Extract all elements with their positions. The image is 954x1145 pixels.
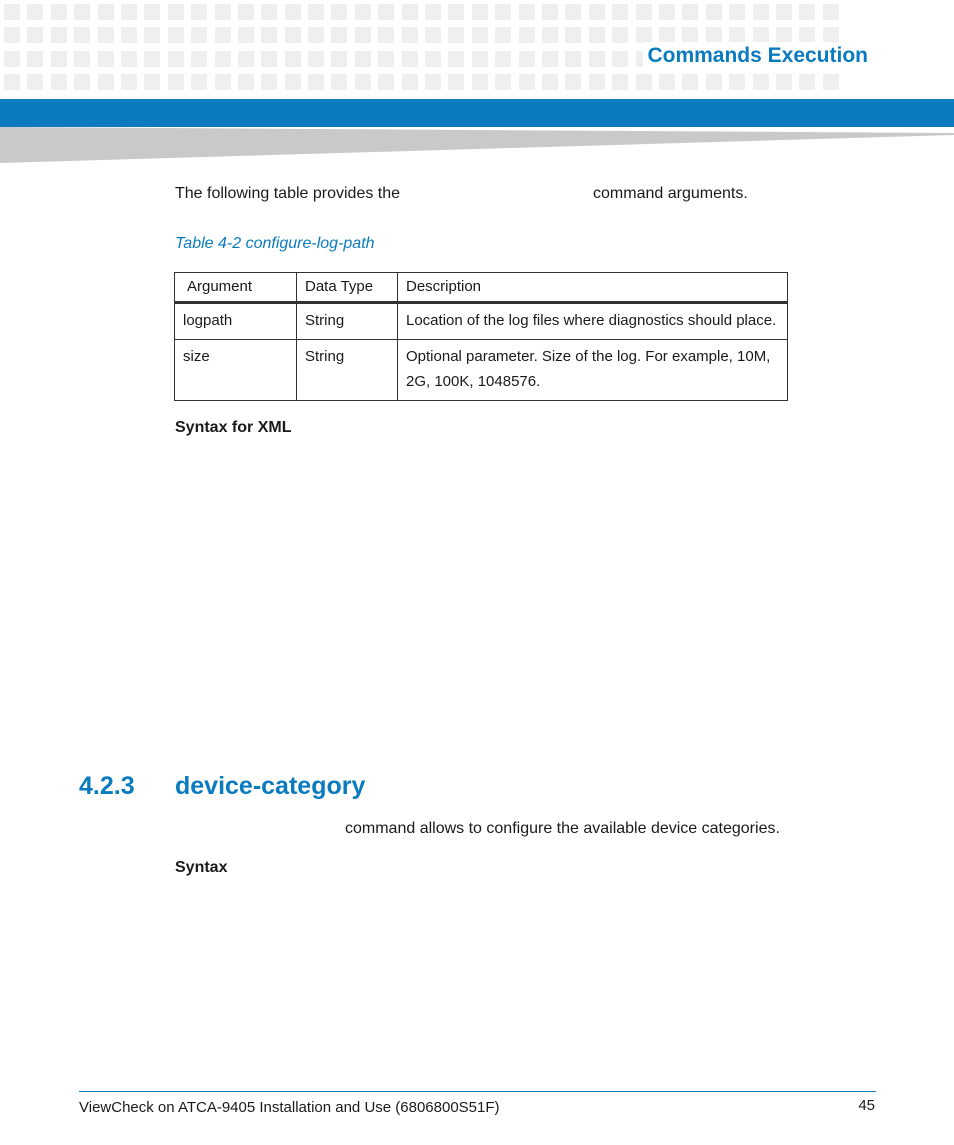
decor-square <box>74 74 90 90</box>
decor-square <box>612 27 628 43</box>
decor-square <box>542 4 558 20</box>
decor-square <box>308 27 324 43</box>
decor-square <box>682 27 698 43</box>
decor-square <box>51 4 67 20</box>
decor-square <box>191 51 207 67</box>
decor-square <box>98 27 114 43</box>
decor-square <box>261 27 277 43</box>
decor-square <box>121 4 137 20</box>
table-cell: logpath <box>175 303 297 340</box>
decor-square <box>308 51 324 67</box>
decor-square <box>495 27 511 43</box>
decor-square <box>27 74 43 90</box>
decor-square <box>74 51 90 67</box>
decor-square <box>191 4 207 20</box>
decor-square <box>308 4 324 20</box>
decor-square <box>799 74 815 90</box>
decor-square <box>355 4 371 20</box>
table-cell: String <box>297 303 398 340</box>
table-cell: size <box>175 340 297 401</box>
decor-square <box>706 27 722 43</box>
decor-square <box>542 51 558 67</box>
decor-square <box>51 74 67 90</box>
decor-square <box>74 4 90 20</box>
decor-square <box>472 74 488 90</box>
table-caption: Table 4-2 configure-log-path <box>175 235 375 252</box>
decor-square <box>659 4 675 20</box>
decor-square <box>659 27 675 43</box>
decor-square <box>612 51 628 67</box>
decor-square <box>612 74 628 90</box>
table-cell: Location of the log files where diagnostics should place. <box>398 303 788 340</box>
decor-square <box>589 4 605 20</box>
decor-square <box>495 51 511 67</box>
decor-square <box>121 27 137 43</box>
decor-square <box>753 74 769 90</box>
decor-square <box>238 74 254 90</box>
decor-square <box>378 4 394 20</box>
decor-square <box>27 27 43 43</box>
intro-text-after: command arguments. <box>593 185 748 202</box>
decor-square <box>565 4 581 20</box>
footer-rule <box>79 1091 876 1092</box>
decor-square <box>472 51 488 67</box>
decor-square <box>355 51 371 67</box>
column-header-description: Description <box>398 273 788 303</box>
decor-square <box>472 4 488 20</box>
decor-square <box>729 74 745 90</box>
table-header-row <box>175 273 788 303</box>
decor-square <box>215 27 231 43</box>
decor-square <box>589 74 605 90</box>
decor-square <box>448 27 464 43</box>
decor-square <box>355 74 371 90</box>
decor-square <box>238 4 254 20</box>
chapter-title: Commands Execution <box>643 42 872 70</box>
decor-square <box>519 27 535 43</box>
decor-square <box>4 74 20 90</box>
decor-square <box>191 74 207 90</box>
table-row <box>175 340 788 401</box>
decor-square <box>565 51 581 67</box>
decor-square <box>168 51 184 67</box>
decor-square <box>448 74 464 90</box>
decor-square <box>355 27 371 43</box>
decor-square <box>729 4 745 20</box>
decor-square <box>98 4 114 20</box>
decor-square <box>589 27 605 43</box>
decor-square <box>402 74 418 90</box>
decor-square <box>168 4 184 20</box>
decor-square <box>121 51 137 67</box>
decor-square <box>612 4 628 20</box>
column-header-argument: Argument <box>175 273 297 303</box>
table-cell: String <box>297 340 398 401</box>
decor-square <box>472 27 488 43</box>
decor-square <box>425 51 441 67</box>
decor-square <box>51 51 67 67</box>
decor-square <box>823 27 839 43</box>
decor-square <box>753 4 769 20</box>
decor-square <box>168 27 184 43</box>
section-number: 4.2.3 <box>79 772 135 800</box>
decor-square <box>51 27 67 43</box>
decor-square <box>753 27 769 43</box>
decor-square <box>542 74 558 90</box>
decor-square <box>331 51 347 67</box>
page-number: 45 <box>858 1097 875 1114</box>
decor-square <box>659 74 675 90</box>
decor-square <box>285 4 301 20</box>
decor-square <box>285 27 301 43</box>
decor-square <box>799 27 815 43</box>
decor-square <box>425 27 441 43</box>
decor-square <box>98 51 114 67</box>
decor-square <box>823 4 839 20</box>
decor-square <box>519 74 535 90</box>
decor-square <box>448 4 464 20</box>
decor-square <box>4 27 20 43</box>
decor-square <box>378 27 394 43</box>
table-cell: Optional parameter. Size of the log. For example, 10M, 2G, 100K, 1048576. <box>398 340 788 401</box>
table-row <box>175 303 788 340</box>
decor-square <box>378 51 394 67</box>
header-blue-bar <box>0 99 954 127</box>
decor-square <box>448 51 464 67</box>
header-gray-wedge <box>0 127 954 163</box>
syntax-xml-heading: Syntax for XML <box>175 419 292 436</box>
decor-square <box>261 74 277 90</box>
decor-square <box>402 27 418 43</box>
decor-square <box>74 27 90 43</box>
section-title: device-category <box>175 772 366 800</box>
decor-square <box>215 74 231 90</box>
decor-square <box>682 74 698 90</box>
decor-square <box>425 74 441 90</box>
decor-square <box>121 74 137 90</box>
decor-square <box>285 51 301 67</box>
intro-paragraph <box>175 185 748 203</box>
decor-square <box>261 51 277 67</box>
decor-square <box>27 51 43 67</box>
decor-square <box>238 51 254 67</box>
decor-square <box>636 27 652 43</box>
decor-square <box>495 4 511 20</box>
decor-square <box>565 74 581 90</box>
decor-square <box>144 27 160 43</box>
decor-square <box>4 51 20 67</box>
decor-square <box>261 4 277 20</box>
decor-square <box>425 4 441 20</box>
column-header-data-type: Data Type <box>297 273 398 303</box>
decor-square <box>799 4 815 20</box>
decor-square <box>331 74 347 90</box>
decor-square <box>636 74 652 90</box>
footer-document-title: ViewCheck on ATCA-9405 Installation and Use (6806800S51F) <box>79 1099 500 1116</box>
decor-square <box>706 4 722 20</box>
arguments-table <box>174 272 788 401</box>
syntax-heading: Syntax <box>175 859 228 876</box>
decor-square <box>98 74 114 90</box>
decor-square <box>823 74 839 90</box>
decor-square <box>215 4 231 20</box>
decor-square <box>729 27 745 43</box>
decor-square <box>682 4 698 20</box>
decor-square <box>144 4 160 20</box>
decor-square <box>285 74 301 90</box>
decor-square <box>331 4 347 20</box>
decor-square <box>4 4 20 20</box>
decor-square <box>565 27 581 43</box>
decor-square <box>706 74 722 90</box>
decor-square <box>144 74 160 90</box>
decor-square <box>519 51 535 67</box>
intro-text-before: The following table provides the <box>175 185 401 202</box>
section-description: command allows to configure the available device categories. <box>345 820 780 837</box>
decor-square <box>776 4 792 20</box>
decor-square <box>168 74 184 90</box>
decor-square <box>402 51 418 67</box>
decor-square <box>589 51 605 67</box>
decor-square <box>238 27 254 43</box>
decor-square <box>27 4 43 20</box>
decor-square <box>776 74 792 90</box>
decor-square <box>519 4 535 20</box>
decor-square <box>402 4 418 20</box>
decor-square <box>636 4 652 20</box>
decor-square <box>191 27 207 43</box>
decor-square <box>308 74 324 90</box>
decor-square <box>776 27 792 43</box>
decor-square <box>542 27 558 43</box>
decor-square <box>378 74 394 90</box>
decor-square <box>215 51 231 67</box>
decor-square <box>144 51 160 67</box>
decor-square <box>495 74 511 90</box>
decor-square <box>331 27 347 43</box>
